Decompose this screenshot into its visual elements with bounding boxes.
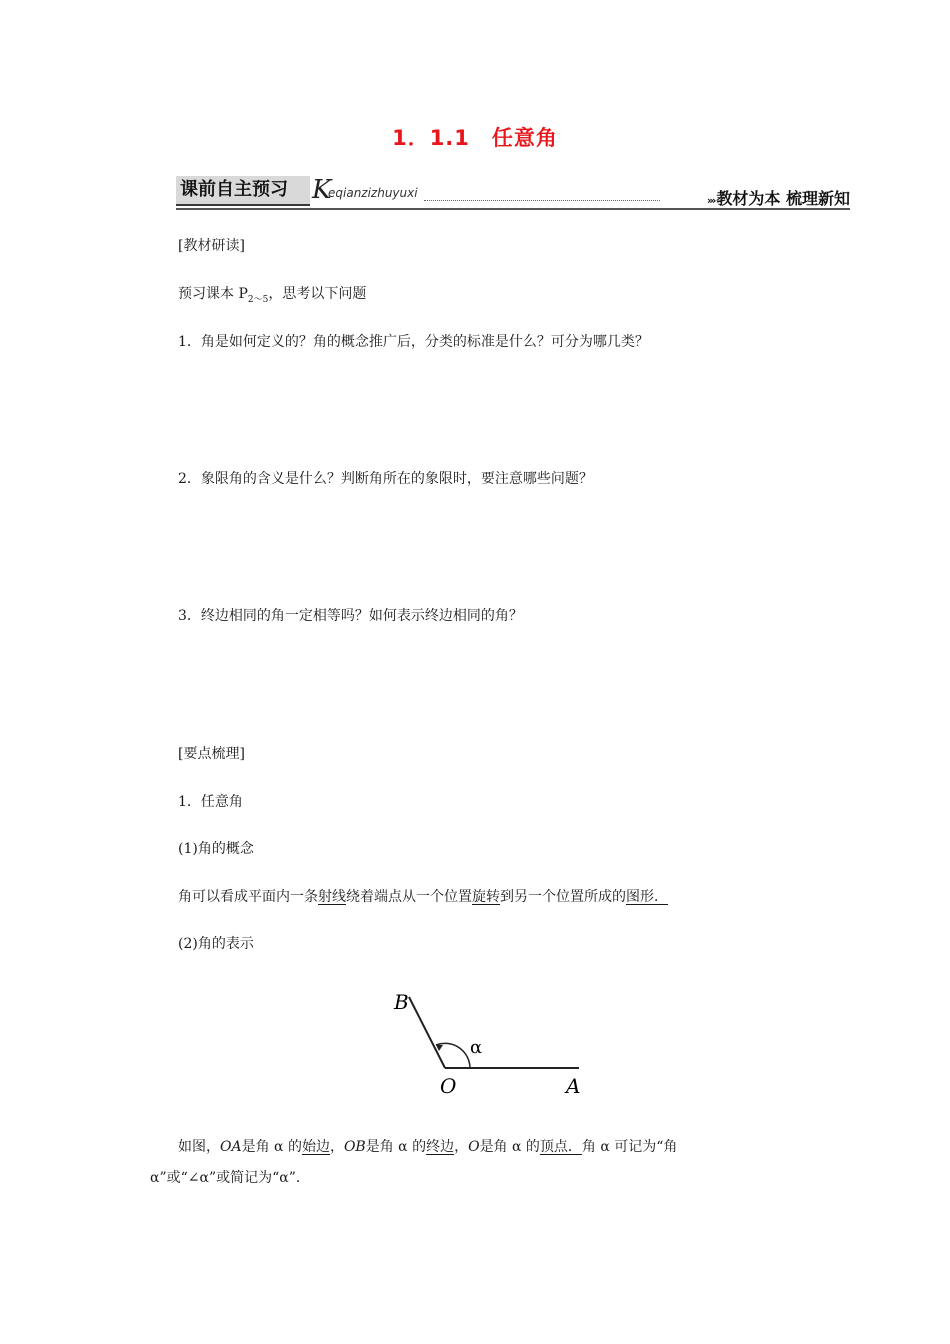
banner-dotted-line [424,200,660,201]
banner-underline [176,208,850,210]
def-text-3: 到另一个位置所成的 [500,889,626,905]
banner-k-letter: K [312,175,332,205]
question-3: 3．终边相同的角一定相等吗？如何表示终边相同的角？ [178,608,523,624]
para-term-vertex: 顶点． [539,1139,582,1155]
section-heading-summary: [要点梳理] [178,746,245,762]
banner-label: 课前自主预习 [176,176,310,206]
notation-paragraph-line2: α”或“∠α”或简记为“α”． [150,1170,310,1186]
label-alpha: α [470,1037,483,1058]
def-term-ray: 射线 [318,889,346,905]
para-ob: OB [343,1139,366,1155]
notation-paragraph-line1 [178,1137,677,1157]
intro-prefix: 预习课本 P [178,286,248,302]
intro-subscript: 2～5 [247,294,269,305]
para-term-terminal-side: 终边 [426,1139,455,1155]
para-term-initial-side: 始边 [301,1139,330,1155]
arc-arrowhead-icon [436,1045,443,1051]
label-o: O [440,1074,457,1098]
subitem-angle-concept: (1)角的概念 [178,841,254,857]
angle-figure [380,985,600,1103]
banner-slogan [707,186,850,209]
def-text-2: 绕着端点从一个位置 [346,889,472,905]
question-1: 1．角是如何定义的？角的概念推广后，分类的标准是什么？可分为哪几类？ [178,334,649,350]
ray-ob [409,997,445,1068]
item-any-angle: 1．任意角 [178,794,243,810]
para-text-3: ， [329,1139,344,1155]
label-b: B [394,990,409,1014]
def-text-1: 角可以看成平面内一条 [178,889,318,905]
subitem-angle-notation: (2)角的表示 [178,936,254,952]
angle-definition [178,887,668,907]
para-text-7: 角 α 可记为“角 [581,1139,678,1155]
para-text-6: 是角 α 的 [479,1139,540,1155]
label-a: A [566,1074,581,1098]
banner-pinyin: eqianzizhuyuxi [328,186,418,200]
banner-slogan-text: 教材为本 梳理新知 [716,189,850,208]
para-text-1: 如图， [178,1139,220,1155]
def-term-figure: 图形． [626,889,668,905]
para-oa: OA [220,1139,242,1155]
intro-suffix: ，思考以下问题 [268,286,367,302]
para-o: O [468,1139,480,1155]
para-text-2: 是角 α 的 [241,1139,302,1155]
section-banner [176,176,850,212]
para-text-4: 是角 α 的 [365,1139,427,1155]
para-text-5: ， [454,1139,469,1155]
def-term-rotate: 旋转 [472,889,500,905]
section-heading-study: [教材研读] [178,238,245,254]
page-title: 1．1.1 任意角 [392,126,558,150]
preview-intro [178,284,366,310]
question-2: 2．象限角的含义是什么？判断角所在的象限时，要注意哪些问题？ [178,471,593,487]
chevrons-icon: ››› [706,194,715,207]
